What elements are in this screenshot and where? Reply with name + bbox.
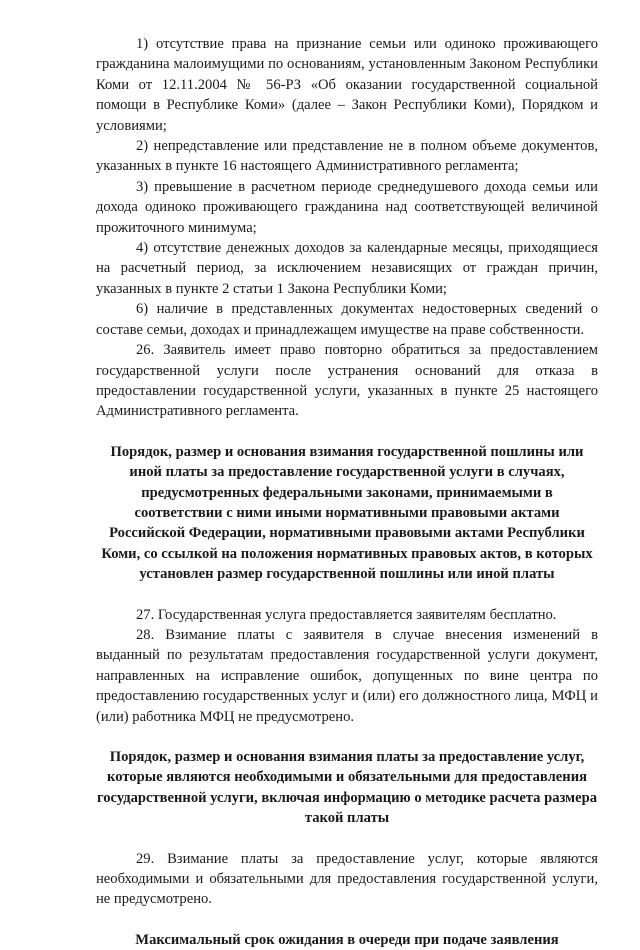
paragraph-item-2: 2) непредставление или представление не в полном объеме документов, указанных в пункте 16 настоящего Административного регламента; (96, 138, 598, 175)
paragraph-item-4: 4) отсутствие денежных доходов за календарные месяцы, приходящиеся на расчетный период, за исключением независящих от граждан причин, указанных в пункте 2 статьи 1 Закона Республики Коми; (96, 240, 598, 297)
section-heading-fee: Порядок, размер и основания взимания государственной пошлины или иной платы за предоставление государственной услуги в случаях, предусмотренных федеральными законами, принимаемыми в соответствии с ними иными нормативными правовыми актами Российской Федерации, нормативными правовыми актами Республики Коми, со ссылкой на положения нормативных правовых актов, в которых установлен размер государственной пошлины или иной платы (101, 443, 593, 583)
paragraph-list-top (96, 34, 598, 422)
spacer (96, 585, 598, 605)
paragraph-item-1: 1) отсутствие права на признание семьи или одиноко проживающего гражданина малоимущими по основаниям, установленным Законом Республики Коми от 12.11.2004 № 56-РЗ «Об оказании государственной социальной помощи в Республике Коми» (далее – Закон Республики Коми), Порядком и условиями; (96, 36, 598, 134)
paragraph-item-6: 6) наличие в представленных документах недостоверных сведений о составе семьи, доходах и принадлежащем имуществе на праве собственности. (96, 301, 598, 338)
paragraph-27: 27. Государственная услуга предоставляется заявителям бесплатно. (136, 606, 557, 623)
paragraph-list-fee (96, 605, 598, 727)
paragraph-26: 26. Заявитель имеет право повторно обратиться за предоставлением государственной услуги после устранения оснований для отказа в предоставлении государственной услуги, указанных в пункте 25 настоящего Административного регламента. (96, 342, 598, 420)
section-heading-wait: Максимальный срок ожидания в очереди при подаче заявления (135, 931, 559, 948)
spacer (96, 727, 598, 747)
paragraph-item-3: 3) превышение в расчетном периоде среднедушевого дохода семьи или дохода одиноко проживающего гражданина над соответствующей величиной прожиточного минимума; (96, 178, 598, 236)
spacer (96, 910, 598, 930)
spacer (96, 829, 598, 849)
document-page (96, 34, 598, 950)
section-heading-services: Порядок, размер и основания взимания платы за предоставление услуг, которые являются необходимыми и обязательными для предоставления государственной услуги, включая информацию о методике расчета размера такой платы (96, 749, 598, 827)
paragraph-28: 28. Взимание платы с заявителя в случае внесения изменений в выданный по результатам предоставления государственной услуги документ, направленных на исправление ошибок, допущенных по вине центра по предоставлению государственных услуг и (или) его должностного лица, МФЦ и (или) работника МФЦ не предусмотрено. (96, 626, 598, 725)
paragraph-list-services (96, 849, 598, 910)
paragraph-29: 29. Взимание платы за предоставление услуг, которые являются необходимыми и обязательными для предоставления государственной услуги, не предусмотрено. (96, 850, 598, 908)
spacer (96, 422, 598, 442)
